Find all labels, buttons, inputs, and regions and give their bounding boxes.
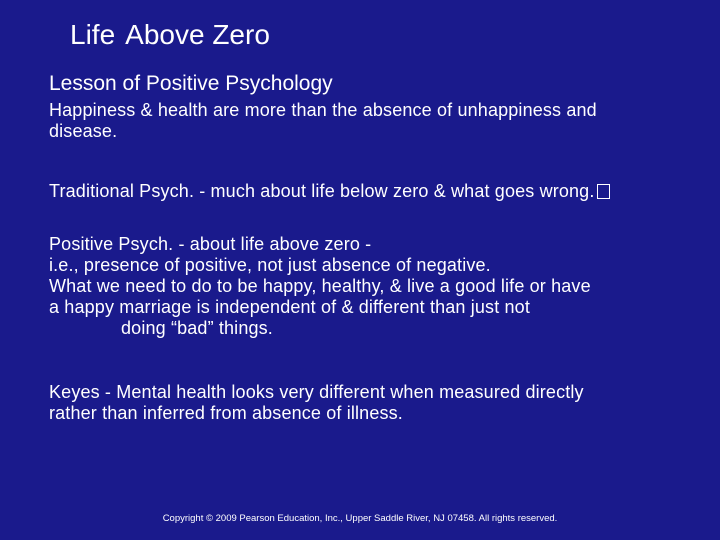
paragraph-line: Positive Psych. - about life above zero - <box>49 234 372 254</box>
copyright-footer: Copyright © 2009 Pearson Education, Inc., Upper Saddle River, NJ 07458. All rights reserved. <box>162 513 558 524</box>
slide-title <box>70 18 270 52</box>
title-word-life: Life <box>70 19 116 50</box>
paragraph-happiness <box>49 100 689 142</box>
slide-subtitle: Lesson of Positive Psychology <box>49 72 333 95</box>
paragraph-positive-psych <box>49 234 689 339</box>
paragraph-line: Keyes - Mental health looks very different when measured directly <box>49 382 584 402</box>
paragraph-line <box>49 181 689 202</box>
paragraph-line-text: Traditional Psych. - much about life below zero & what goes wrong. <box>49 181 595 201</box>
paragraph-line: doing “bad” things. <box>121 318 273 338</box>
title-word-above-zero: Above Zero <box>125 19 270 50</box>
paragraph-line: What we need to do to be happy, healthy, & live a good life or have <box>49 276 591 296</box>
paragraph-line: a happy marriage is independent of & different than just not <box>49 297 530 317</box>
missing-glyph-box-icon <box>597 184 610 199</box>
paragraph-line: disease. <box>49 121 118 141</box>
paragraph-line: i.e., presence of positive, not just absence of negative. <box>49 255 491 275</box>
paragraph-line: Happiness & health are more than the absence of unhappiness and <box>49 100 597 120</box>
paragraph-keyes <box>49 382 689 424</box>
paragraph-line: rather than inferred from absence of illness. <box>49 403 403 423</box>
paragraph-traditional-psych <box>49 181 689 202</box>
